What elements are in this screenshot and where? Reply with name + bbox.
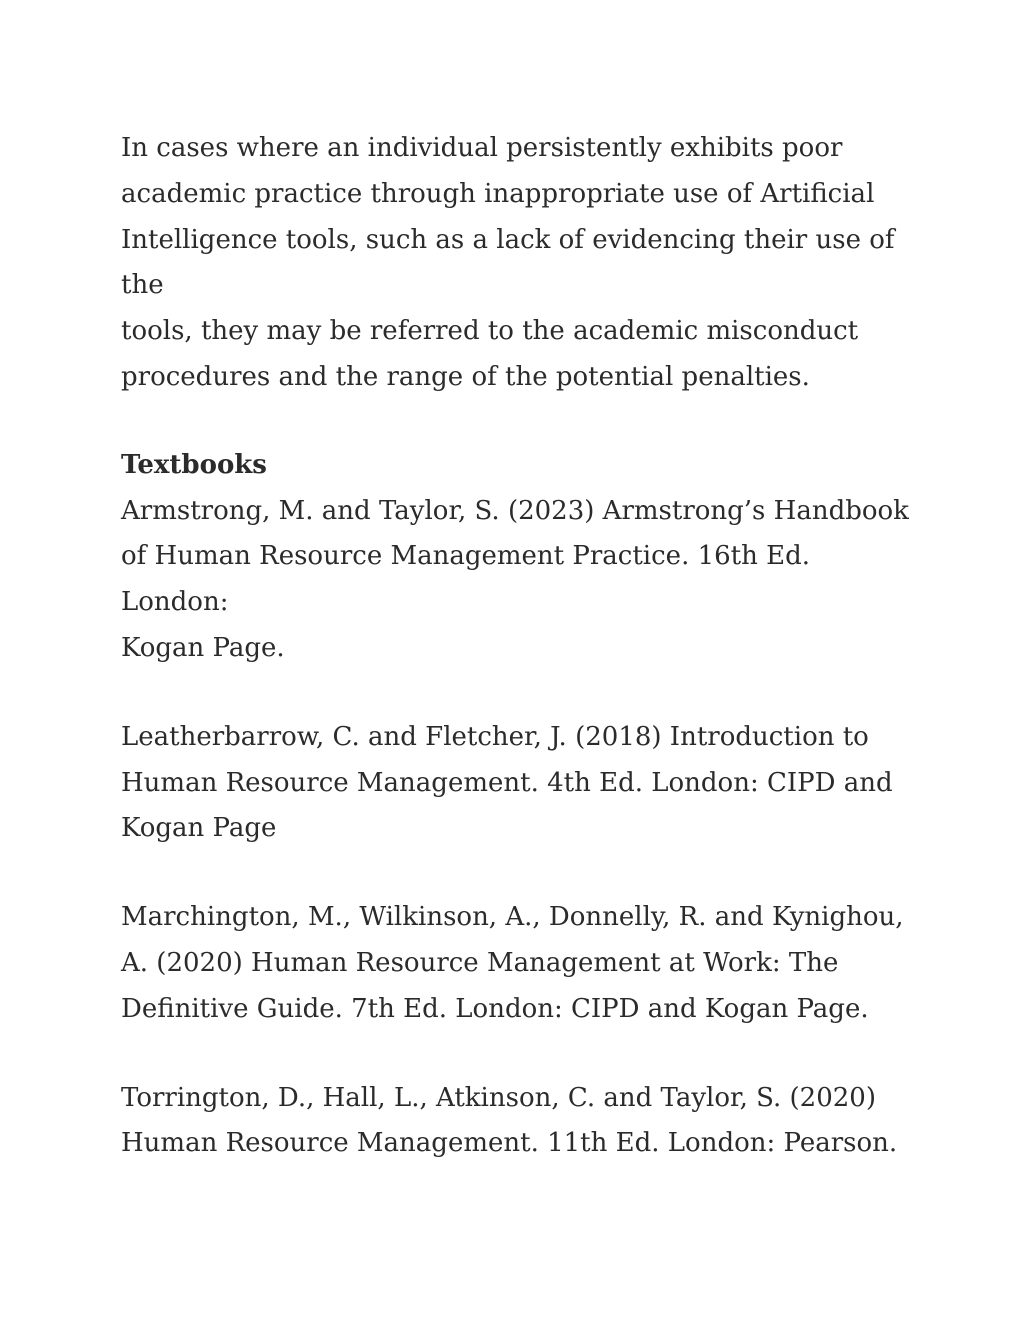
reference-item: Marchington, M., Wilkinson, A., Donnelly, R. and Kynighou, A. (2020) Human Resource Management at Work: The Definitive Guide. 7th Ed. London: CIPD and Kogan Page. bbox=[121, 902, 904, 1024]
document-page bbox=[121, 126, 911, 1210]
intro-paragraph: In cases where an individual persistently exhibits poor academic practice through inappropriate use of Artificial Intelligence tools, such as a lack of evidencing their use of the tools, they may be referred to the academic misconduct procedures and the range of the potential penalties. bbox=[121, 133, 895, 392]
reference-item: Torrington, D., Hall, L., Atkinson, C. and Taylor, S. (2020) Human Resource Management. 11th Ed. London: Pearson. bbox=[121, 1082, 898, 1159]
reference-item: Leatherbarrow, C. and Fletcher, J. (2018) Introduction to Human Resource Management. 4th Ed. London: CIPD and Kogan Page bbox=[121, 721, 893, 844]
reference-item: Armstrong, M. and Taylor, S. (2023) Armstrong’s Handbook of Human Resource Management Practice. 16th Ed. London: Kogan Page. bbox=[121, 495, 909, 663]
reference-list bbox=[121, 489, 911, 1168]
textbooks-heading: Textbooks bbox=[121, 449, 267, 480]
